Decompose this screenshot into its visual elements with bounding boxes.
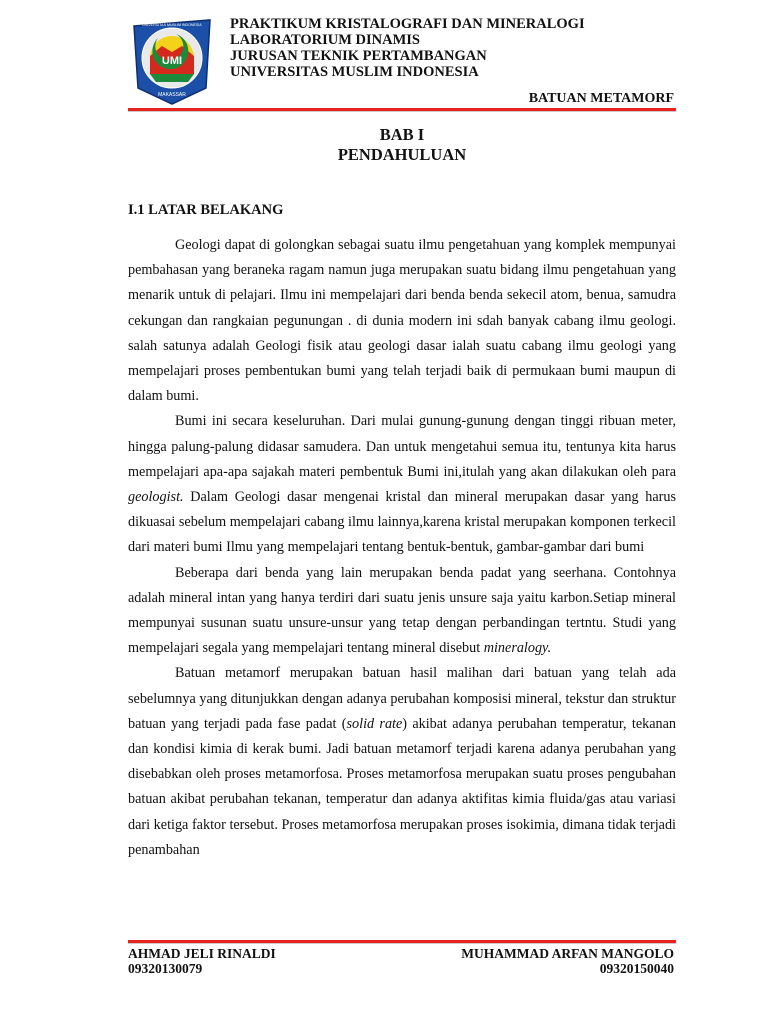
paragraph-italic-term: mineralogy. xyxy=(483,640,552,657)
body-text xyxy=(128,233,676,863)
header-line-department: JURUSAN TEKNIK PERTAMBANGAN xyxy=(230,48,487,64)
paragraph-text: ) akibat adanya perubahan temperatur, tekanan dan kondisi kimia di kerak bumi. Jadi batuan metamorf terjadi karena adanya perubahan yang disebabkan oleh proses metamorfosa. Proses metamorfosa merupakan suatu proses pengubahan batuan akibat perubahan tekanan, temperatur dan adanya aktifitas kimia fluida/gas atau variasi dari ketiga faktor tersebut. Proses metamorfosa merupakan proses isokimia, dimana tidak terjadi penambahan xyxy=(128,715,677,858)
logo-ring-text-bottom: MAKASSAR xyxy=(158,92,186,98)
footer-right-id: 09320150040 xyxy=(599,961,674,976)
paragraph-text: Geologi dapat di golongkan sebagai suatu ilmu pengetahuan yang komplek mempunyai pembahasan yang beraneka ragam namun juga merupakan suatu bidang ilmu pengetahuan yang menarik untuk di pelajari. Ilmu ini mempelajari dari benda benda sekecil atom, benua, samudra cekungan dan rangkaian pegunungan . di dunia modern ini sdah banyak cabang ilmu geologi. salah satunya adalah Geologi fisik atau geologi dasar ialah suatu cabang ilmu geologi yang mempelajari proses pembentukan bumi yang telah terjadi baik di permukaan bumi maupun di dalam bumi. xyxy=(128,237,676,405)
footer-right-name: MUHAMMAD ARFAN MANGOLO xyxy=(461,946,674,961)
paragraph xyxy=(128,233,676,409)
chapter-number: BAB I xyxy=(379,125,425,144)
paragraph-italic-term: solid rate xyxy=(346,715,403,732)
paragraph-text: Batuan metamorf merupakan batuan hasil malihan dari batuan yang telah ada sebelumnya yang ditunjukkan dengan adanya perubahan komposisi mineral, tekstur dan struktur batuan yang terjadi pada fase padat ( xyxy=(128,665,676,732)
paragraph xyxy=(128,661,676,863)
footer-rule-shadow xyxy=(128,943,676,944)
paragraph-italic-term: geologist. xyxy=(128,489,184,506)
header-topic: BATUAN METAMORF xyxy=(528,91,674,106)
section-heading: I.1 LATAR BELAKANG xyxy=(128,202,284,218)
paragraph-text: Dalam Geologi dasar mengenai kristal dan mineral merupakan dasar yang harus dikuasai sebelum mempelajari cabang ilmu lainnya,karena kristal merupakan komponen terkecil dari materi bumi Ilmu yang mempelajari tentang bentuk-bentuk, gambar-gambar dari bumi xyxy=(128,489,676,556)
paragraph-text: Bumi ini secara keseluruhan. Dari mulai gunung-gunung dengan tinggi ribuan meter, hingga palung-palung didasar samudera. Dan untuk mengetahui semua itu, tentunya kita harus mempelajari apa-apa sajakah materi pembentuk Bumi ini,itulah yang akan dilakukan oleh para xyxy=(128,413,676,480)
chapter-heading xyxy=(128,125,676,165)
header-line-lab: LABORATORIUM DINAMIS xyxy=(230,32,420,48)
footer-author-right xyxy=(461,946,674,976)
footer-author-left xyxy=(128,946,276,976)
logo-ring-text-top: UNIVERSITAS MUSLIM INDONESIA xyxy=(142,23,202,27)
university-logo-icon xyxy=(130,16,214,106)
paragraph xyxy=(128,409,676,560)
footer-left-name: AHMAD JELI RINALDI xyxy=(128,946,276,961)
header-line-university: UNIVERSITAS MUSLIM INDONESIA xyxy=(230,64,479,80)
footer-left-id: 09320130079 xyxy=(128,961,203,976)
header-rule-shadow xyxy=(128,111,676,112)
chapter-title: PENDAHULUAN xyxy=(337,145,467,164)
paragraph-text: Beberapa dari benda yang lain merupakan benda padat yang seerhana. Contohnya adalah mineral intan yang hanya terdiri dari suatu jenis unsure saja yaitu karbon.Setiap mineral mempunyai susunan suatu unsure-unsur yang tetap dengan perbandingan tertntu. Studi yang mempelajari segala yang mempelajari tentang mineral disebut xyxy=(128,564,676,657)
logo-emblem xyxy=(130,16,214,106)
header-line-course: PRAKTIKUM KRISTALOGRAFI DAN MINERALOGI xyxy=(230,16,585,32)
document-header xyxy=(230,16,585,80)
paragraph xyxy=(128,561,676,662)
logo-center-text: UMI xyxy=(161,55,183,67)
